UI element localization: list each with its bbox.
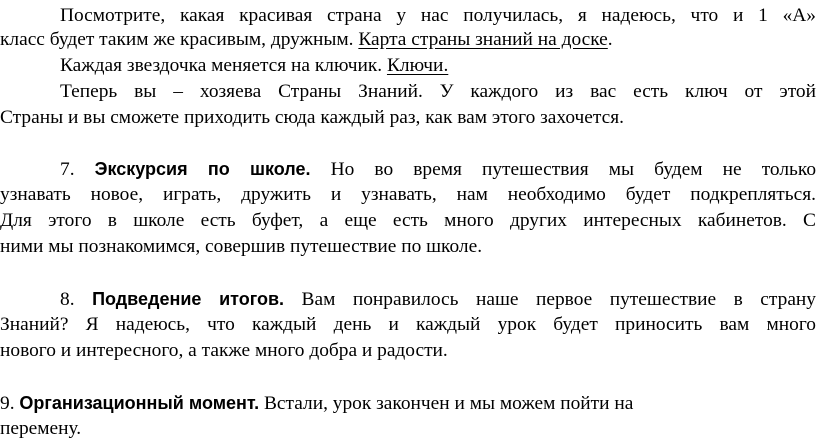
- paragraph-1-line-2: [0, 28, 816, 52]
- section-7-line-3: [0, 209, 816, 233]
- paragraph-3-line-1: [0, 80, 816, 104]
- section-7-line-2: [0, 183, 816, 207]
- section-number: 7.: [60, 159, 95, 180]
- section-8-line-1: [0, 287, 816, 312]
- keys-link: Ключи.: [386, 55, 449, 76]
- section-heading: Организационный момент.: [19, 393, 260, 413]
- paragraph-text: нового и интересного, а также много добра и радости.: [0, 340, 448, 361]
- paragraph-text: Но во время путешествия мы будем не только: [310, 159, 816, 180]
- section-number: 9.: [0, 393, 20, 414]
- paragraph-2-line-1: [0, 54, 816, 78]
- section-8-line-3: [0, 339, 816, 363]
- map-on-board-link: Карта страны знаний на доске: [358, 29, 608, 50]
- paragraph-text: узнавать новое, играть, дружить и узнавать, нам необходимо будет подкрепляться.: [0, 184, 816, 205]
- section-9-line-1: [0, 391, 816, 416]
- paragraph-text: перемену.: [0, 418, 82, 439]
- paragraph-1-line-1: [0, 4, 816, 28]
- paragraph-text: Страны и вы сможете приходить сюда каждый раз, как вам этого захочется.: [0, 107, 624, 128]
- section-heading: Подведение итогов.: [92, 289, 285, 309]
- paragraph-text: Теперь вы – хозяева Страны Знаний. У каждого из вас есть ключ от этой: [60, 81, 816, 102]
- paragraph-text: Для этого в школе есть буфет, а еще есть много других интересных кабинетов. С: [0, 210, 816, 231]
- paragraph-3-line-2: [0, 106, 816, 130]
- paragraph-text: Каждая звездочка меняется на ключик.: [60, 55, 387, 76]
- paragraph-text: Вам понравилось наше первое путешествие в страну: [284, 289, 816, 310]
- section-8-line-2: [0, 313, 816, 337]
- section-7-line-4: [0, 235, 816, 259]
- paragraph-text: ними мы познакомимся, совершив путешествие по школе.: [0, 236, 483, 257]
- section-7-line-1: [0, 157, 816, 182]
- section-heading: Экскурсия по школе.: [94, 159, 311, 179]
- paragraph-text: Встали, урок закончен и мы можем пойти на: [259, 393, 634, 414]
- paragraph-text: класс будет таким же красивым, дружным.: [0, 29, 359, 50]
- paragraph-text: Посмотрите, какая красивая страна у нас получилась, я надеюсь, что и 1 «А»: [60, 5, 816, 26]
- paragraph-text: .: [607, 29, 613, 50]
- section-number: 8.: [60, 289, 93, 310]
- section-9-line-2: [0, 417, 816, 441]
- paragraph-text: Знаний? Я надеюсь, что каждый день и каждый урок будет приносить вам много: [0, 314, 816, 335]
